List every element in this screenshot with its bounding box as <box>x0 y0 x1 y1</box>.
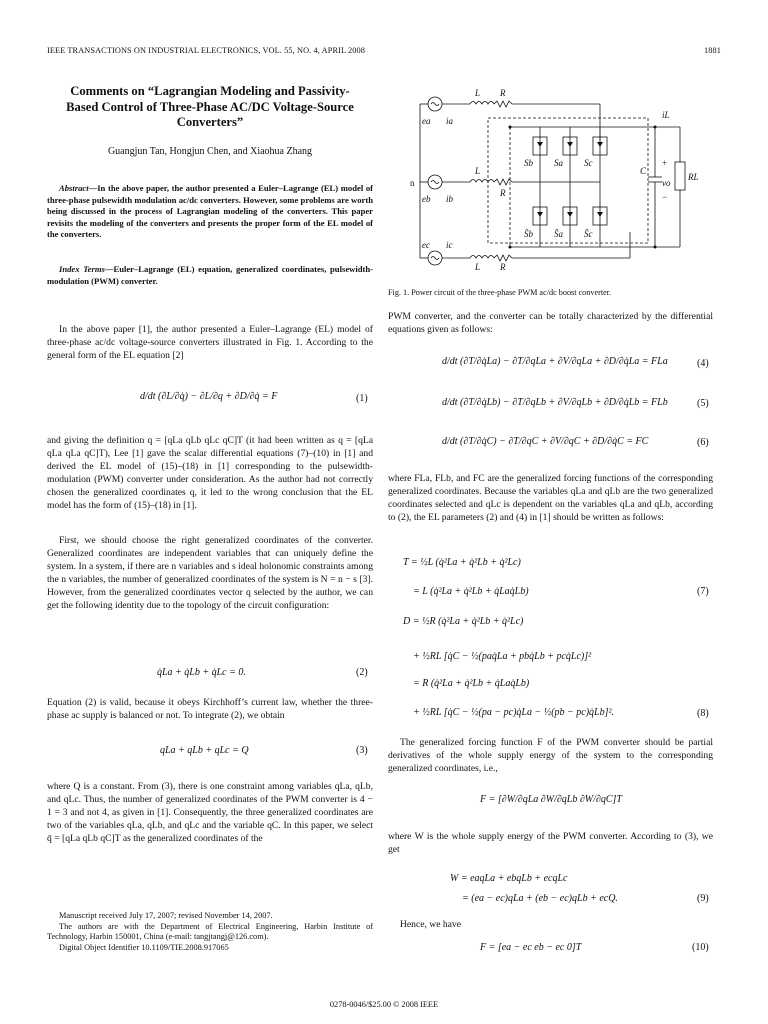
equation-8b: + ½RL [q̇C − ½(paq̇La + pbq̇Lb + pcq̇Lc)]² <box>413 651 592 662</box>
label-eb: eb <box>422 194 431 204</box>
equation-3: qLa + qLb + qLc = Q <box>160 745 249 756</box>
index-terms <box>47 264 373 287</box>
label-ea: ea <box>422 116 431 126</box>
label-minus: − <box>662 192 668 202</box>
equation-8c: = R (q̇²La + q̇²Lb + q̇Laq̇Lb) <box>413 678 530 689</box>
equation-7a: T = ½L (q̇²La + q̇²Lb + q̇²Lc) <box>403 557 521 568</box>
equation-number-8: (8) <box>697 708 709 719</box>
paragraph-r1: PWM converter, and the converter can be totally characterized by the differential equations given as follows: <box>388 311 713 336</box>
footnote: Manuscript received July 17, 2007; revised November 14, 2007. The authors are with the Department of Electrical Engineering, Harbin Institute of Technology, Harbin 150001, China (e-mail: tangjtangj@126.com). Digital Object Identifier 10.1109/TIE.2008.917065 <box>47 911 373 952</box>
label-ec: ec <box>422 240 430 250</box>
label-R-a: R <box>500 88 506 98</box>
paragraph-2: and giving the definition q = [qLa qLb qLc qC]T (it had been written as q = [qLa qLa qLa qC]T), Lee [1] gave the scalar differential equations (7)–(10) in [1] and derived the EL model of (15)–(18) in [1] corresponding to the pulsewidth-modulation (PWM) converter under consideration. As the author had not correctly chosen the generalized coordinates q, it led to the wrong conclusion that the EL model has the form of (15)–(18) in [1]. <box>47 435 373 512</box>
equation-number-4: (4) <box>697 358 709 369</box>
paragraph-4: Equation (2) is valid, because it obeys Kirchhoff’s current law, whether the three-phase ac supply is balanced or not. To integrate (2), we obtain <box>47 697 373 722</box>
label-Sb: Sb <box>524 158 533 168</box>
abstract-text: —In the above paper, the author presented a Euler–Lagrange (EL) model of three-phase pulsewidth modulation ac/dc converters. However, some problems are worth being discussed in the process of Lagrangian modeling of the converters. This paper revisits the modeling of the converters and presents the proper form of the EL model of the converters. <box>47 183 373 239</box>
equation-F: F = [∂W/∂qLa ∂W/∂qLb ∂W/∂qC]T <box>480 794 622 805</box>
equation-number-7: (7) <box>697 586 709 597</box>
label-C: C <box>640 166 647 176</box>
paper-title: Comments on “Lagrangian Modeling and Passivity-Based Control of Three-Phase AC/DC Voltage-Source Converters” <box>66 84 354 129</box>
label-L-a: L <box>475 88 481 98</box>
paragraph-3: First, we should choose the right generalized coordinates of the converter. Generalized coordinates are independent variables that can uniquely define the system. In a system, if there are n variables and s ideal holonomic constraints among the n variables, the number of generalized coordinates of the system is N = n − s [3]. However, from the generalized coordinates vector q selected by the author, we can get the following identity due to the topology of the circuit configuration: <box>47 535 373 612</box>
abstract-label: Abstract <box>59 183 89 193</box>
equation-2: q̇La + q̇Lb + q̇Lc = 0. <box>157 667 246 678</box>
label-plus: + <box>662 158 668 168</box>
equation-6: d/dt (∂T/∂q̇C) − ∂T/∂qC + ∂V/∂qC + ∂D/∂q̇C = FC <box>442 436 649 447</box>
equation-number-6: (6) <box>697 437 709 448</box>
label-L-c: L <box>475 262 481 272</box>
equation-number-3: (3) <box>356 745 368 756</box>
equation-7b: = L (q̇²La + q̇²Lb + q̇Laq̇Lb) <box>413 586 529 597</box>
page-number: 1881 <box>704 46 721 55</box>
label-Sa: Sa <box>554 158 563 168</box>
equation-5: d/dt (∂T/∂q̇Lb) − ∂T/∂qLb + ∂V/∂qLb + ∂D/∂q̇Lb = FLb <box>442 397 668 408</box>
equation-8d: + ½RL [q̇C − ½(pa − pc)q̇La − ½(pb − pc)q̇Lb]². <box>413 707 615 718</box>
label-L-b: L <box>475 166 481 176</box>
authors: Guangjun Tan, Hongjun Chen, and Xiaohua Zhang <box>107 146 313 157</box>
index-terms-label: Index Terms <box>59 264 105 274</box>
label-Sc: Sc <box>584 158 593 168</box>
label-R-b: R <box>500 188 506 198</box>
equation-1: d/dt (∂L/∂q̇) − ∂L/∂q + ∂D/∂q̇ = F <box>140 391 278 402</box>
paragraph-r3: The generalized forcing function F of the PWM converter should be partial derivatives of the whole supply energy of the system to the corresponding generalized coordinates, i.e., <box>388 737 713 775</box>
paragraph-r2: where FLa, FLb, and FC are the generalized forcing functions of the corresponding generalized coordinates. Because the variables qLa and qLb are the two generalized coordinates selected and qLc is dependent on the variables qLa and qLb, according to (2), the EL parameters (2) and (4) in [1] should be written as follows: <box>388 473 713 524</box>
equation-10: F = [ea − ec eb − ec 0]T <box>480 942 582 953</box>
equation-9a: W = eaqLa + ebqLb + ecqLc <box>450 873 568 884</box>
label-Sa-bar: S̄a <box>554 229 563 239</box>
equation-number-2: (2) <box>356 667 368 678</box>
equation-number-10: (10) <box>692 942 709 953</box>
label-iL: iL <box>662 110 670 120</box>
label-R-c: R <box>500 262 506 272</box>
paragraph-r4: where W is the whole supply energy of the PWM converter. According to (3), we get <box>388 831 713 856</box>
running-header: IEEE TRANSACTIONS ON INDUSTRIAL ELECTRONICS, VOL. 55, NO. 4, APRIL 2008 <box>47 46 366 55</box>
copyright-footer: 0278-0046/$25.00 © 2008 IEEE <box>329 1000 439 1009</box>
paragraph-r5: Hence, we have <box>400 919 461 930</box>
equation-number-9: (9) <box>697 893 709 904</box>
paragraph-5: where Q is a constant. From (3), there is one constraint among variables qLa, qLb, and qLc. Thus, the number of generalized coordinates of the PWM converter is 4 − 1 = 3 and not 4, as given in [1]. Consequently, the three generalized coordinates are two of the variables qLa, qLb, and qLc and the variable qC. In this paper, we select q̄ = [qLa qLb qC]T as the generalized coordinates of the <box>47 781 373 845</box>
circuit-figure <box>410 82 710 272</box>
label-n: n <box>410 178 415 188</box>
label-vo: vo <box>662 178 671 188</box>
label-Sb-bar: S̄b <box>524 229 533 239</box>
equation-number-1: (1) <box>356 393 368 404</box>
label-RL: RL <box>688 172 699 182</box>
label-ic: ic <box>446 240 453 250</box>
equation-8a: D = ½R (q̇²La + q̇²Lb + q̇²Lc) <box>403 616 524 627</box>
equation-4: d/dt (∂T/∂q̇La) − ∂T/∂qLa + ∂V/∂qLa + ∂D/∂q̇La = FLa <box>442 356 668 367</box>
figure-caption: Fig. 1. Power circuit of the three-phase PWM ac/dc boost converter. <box>388 288 612 297</box>
paragraph-1: In the above paper [1], the author presented a Euler–Lagrange (EL) model of three-phase ac/dc voltage-source converters illustrated in Fig. 1. According to the general form of the EL equation [2] <box>47 324 373 362</box>
label-ib: ib <box>446 194 454 204</box>
label-Sc-bar: S̄c <box>584 229 593 239</box>
abstract <box>47 183 373 241</box>
index-terms-text: —Euler–Lagrange (EL) equation, generalized coordinates, pulsewidth-modulation (PWM) converter. <box>47 264 374 286</box>
equation-number-5: (5) <box>697 398 709 409</box>
equation-9b: = (ea − ec)qLa + (eb − ec)qLb + ecQ. <box>462 893 618 904</box>
label-ia: ia <box>446 116 454 126</box>
